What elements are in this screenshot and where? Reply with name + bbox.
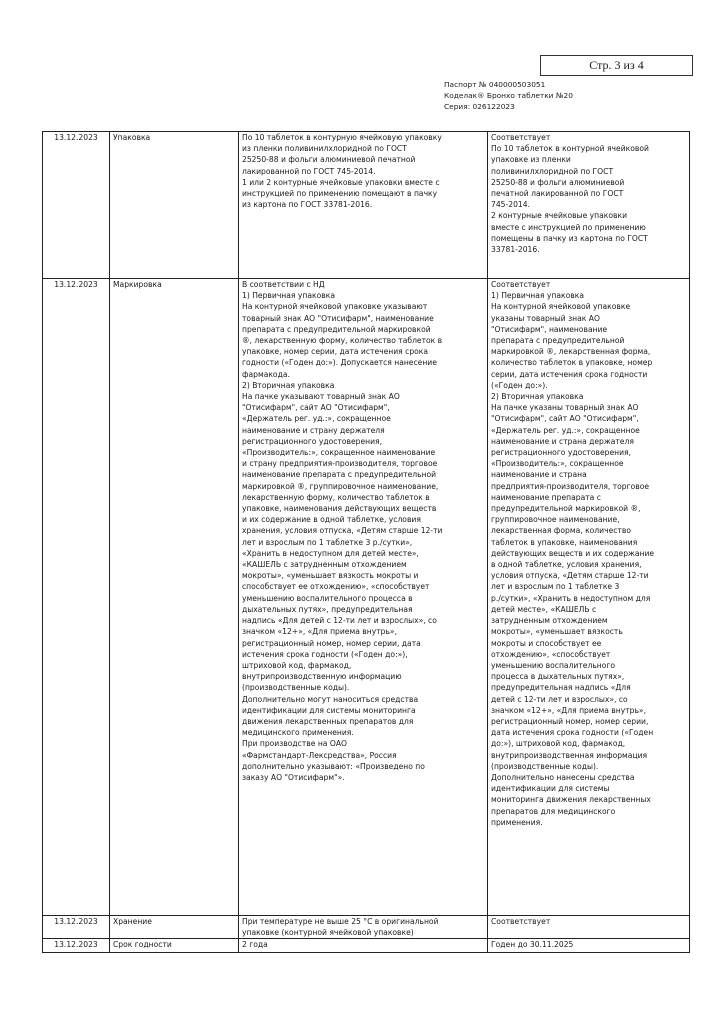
- result-line: поливинилхлоридной по ГОСТ: [491, 166, 614, 176]
- requirement-line: В соответствии с НД: [242, 280, 325, 289]
- result-line: 745-2014.: [491, 200, 530, 210]
- result-line: применения.: [491, 817, 543, 827]
- requirement-line: 2 года: [242, 940, 268, 950]
- requirement-line: «Фармстандарт-Лексредства», Россия: [242, 750, 397, 760]
- requirement-line: идентификации для системы мониторинга: [242, 705, 416, 715]
- requirement-line: лакированной по ГОСТ 745-2014.: [242, 166, 376, 176]
- requirement-line: хранения, условия отпуска, «Детям старше 12-ти: [242, 526, 443, 536]
- result-line: препарата с предупредительной: [491, 336, 625, 346]
- result-line: значком «12+», «Для приема внутрь»,: [491, 705, 646, 715]
- result-line: мониторинга движения лекарственных: [491, 795, 651, 805]
- result-line: р./сутки», «Хранить в недоступном для: [491, 593, 651, 603]
- requirement-line: внутрипроизводственную информацию: [242, 672, 402, 682]
- requirement-line: «Держатель рег. уд.:», сокращенное: [242, 414, 391, 424]
- result-line: наименование и страна: [491, 470, 587, 480]
- result-line: 1) Первичная упаковка: [491, 291, 584, 301]
- result-line: По 10 таблеток в контурной ячейковой: [491, 144, 649, 154]
- product-name: Коделак® Бронхо таблетки №20: [444, 91, 573, 100]
- requirement-line: препарата с предупредительной маркировкой: [242, 324, 431, 334]
- result-line: внутрипроизводственная информация: [491, 750, 648, 760]
- result-line: регистрационного удостоверения,: [491, 448, 632, 458]
- requirement-line: и страну предприятия-производителя, торговое: [242, 459, 438, 469]
- passport-number: Паспорт № 040000503051: [444, 80, 546, 89]
- cell-date: 13.12.2023: [43, 939, 110, 953]
- result-line: "Отисифарм", наименование: [491, 324, 608, 334]
- requirement-line: инструкцией по применению помещают в пачку: [242, 189, 438, 199]
- result-line: предприятия-производителя, торговое: [491, 481, 650, 491]
- result-line: детей с 12-ти лет и взрослых», со: [491, 694, 628, 704]
- result-line: 2) Вторичная упаковка: [491, 392, 584, 402]
- result-line: Соответствует: [491, 280, 551, 289]
- result-line: затрудненным отхождением: [491, 616, 608, 626]
- result-line: уменьшению воспалительного: [491, 660, 616, 670]
- result-line: отхождению», «способствует: [491, 649, 611, 659]
- result-line: лекарственная форма, количество: [491, 526, 631, 536]
- requirement-line: движения лекарственных препаратов для: [242, 716, 414, 726]
- result-line: (производственные коды).: [491, 761, 599, 771]
- requirement-line: «Производитель:», сокращенное наименование: [242, 448, 436, 458]
- requirement-line: "Отисифарм", сайт АО "Отисифарм",: [242, 403, 390, 413]
- table-row: [43, 916, 690, 939]
- requirement-line: На пачке указывают товарный знак АО: [242, 392, 400, 402]
- result-line: На контурной ячейковой упаковке: [491, 302, 631, 312]
- cell-date: 13.12.2023: [43, 279, 110, 916]
- result-line: серии, дата истечения срока годности: [491, 369, 648, 379]
- requirement-line: дополнительно указывают: «Произведено по: [242, 761, 425, 771]
- result-line: до:»), штриховой код, фармакод,: [491, 739, 626, 749]
- result-line: количество таблеток в упаковке, номер: [491, 358, 653, 368]
- result-line: 33781-2016.: [491, 245, 540, 255]
- requirement-line: штриховой код, фармакод,: [242, 660, 352, 670]
- cell-result: [488, 939, 690, 953]
- requirement-line: регистрационного удостоверения,: [242, 436, 383, 446]
- result-line: предупредительной маркировкой ®,: [491, 504, 641, 514]
- result-line: действующих веществ и их содержание: [491, 548, 655, 558]
- result-line: мокроты», «уменьшает вязкость: [491, 627, 623, 637]
- requirement-line: Дополнительно могут наноситься средства: [242, 694, 419, 704]
- requirement-line: из пленки поливинилхлоридной по ГОСТ: [242, 144, 407, 154]
- result-line: упаковке из пленки: [491, 155, 571, 165]
- requirement-line: мокроты», «уменьшает вязкость мокроты и: [242, 571, 419, 581]
- requirement-line: На контурной ячейковой упаковке указывают: [242, 302, 428, 312]
- table-row: [43, 279, 690, 916]
- result-line: Соответствует: [491, 917, 551, 926]
- requirement-line: наименование и страну держателя: [242, 425, 385, 435]
- result-line: детей месте», «КАШЕЛЬ с: [491, 604, 597, 614]
- requirement-line: из картона по ГОСТ 33781-2016.: [242, 200, 373, 210]
- result-line: условия отпуска, «Детям старше 12-ти: [491, 571, 649, 581]
- requirement-line: По 10 таблеток в контурную ячейковую упаковку: [242, 133, 442, 142]
- result-line: («Годен до:»).: [491, 380, 548, 390]
- requirement-line: и их содержание в одной таблетке, условия: [242, 515, 421, 525]
- requirement-line: «Хранить в недоступном для детей месте»,: [242, 548, 419, 558]
- cell-requirement: [239, 279, 488, 916]
- requirement-line: дыхательных путях», предупредительная: [242, 604, 413, 614]
- result-line: "Отисифарм", сайт АО "Отисифарм",: [491, 414, 639, 424]
- requirement-line: ®, лекарственную форму, количество таблеток в: [242, 336, 443, 346]
- result-line: «Производитель:», сокращенное: [491, 459, 624, 469]
- requirement-line: фармакода.: [242, 369, 290, 379]
- cell-result: [488, 132, 690, 279]
- results-table: [42, 131, 690, 953]
- result-line: наименование препарата с: [491, 492, 601, 502]
- result-line: Соответствует: [491, 133, 551, 142]
- result-line: наименование и страна держателя: [491, 436, 634, 446]
- requirement-line: упаковке, номер серии, дата истечения срока: [242, 347, 429, 357]
- requirement-line: маркировкой ®, группировочное наименование,: [242, 481, 439, 491]
- requirement-line: 1 или 2 контурные ячейковые упаковки вместе с: [242, 177, 440, 187]
- requirement-line: «КАШЕЛЬ с затрудненным отхождением: [242, 560, 407, 570]
- requirement-line: 2) Вторичная упаковка: [242, 380, 335, 390]
- document-header: [444, 79, 573, 112]
- requirement-line: значком «12+», «Для приема внутрь»,: [242, 627, 397, 637]
- requirement-line: уменьшению воспалительного процесса в: [242, 593, 413, 603]
- requirement-line: лекарственную форму, количество таблеток в: [242, 492, 430, 502]
- cell-parameter: Упаковка: [110, 132, 239, 279]
- result-line: таблеток в упаковке, наименования: [491, 537, 638, 547]
- result-line: На пачке указаны товарный знак АО: [491, 403, 639, 413]
- requirement-line: упаковке (контурной ячейковой упаковке): [242, 928, 414, 938]
- table-row: [43, 132, 690, 279]
- cell-parameter: Маркировка: [110, 279, 239, 916]
- requirement-line: годности («Годен до:»). Допускается нанесение: [242, 358, 437, 368]
- page-number: Стр. 3 из 4: [540, 55, 693, 76]
- result-line: маркировкой ®, лекарственная форма,: [491, 347, 651, 357]
- requirement-line: регистрационный номер, номер серии, дата: [242, 638, 421, 648]
- cell-date: 13.12.2023: [43, 132, 110, 279]
- result-line: дата истечения срока годности («Годен: [491, 728, 654, 738]
- result-line: предупредительная надпись «Для: [491, 683, 631, 693]
- requirement-line: При температуре не выше 25 °С в оригинальной: [242, 917, 439, 926]
- requirement-line: медицинского применения.: [242, 728, 354, 738]
- result-line: Годен до 30.11.2025: [491, 940, 574, 950]
- result-line: препаратов для медицинского: [491, 806, 616, 816]
- requirement-line: способствует ее отхождению», «способствует: [242, 582, 430, 592]
- result-line: лет и взрослым по 1 таблетке 3: [491, 582, 620, 592]
- cell-parameter: Хранение: [110, 916, 239, 939]
- result-line: указаны товарный знак АО: [491, 313, 600, 323]
- requirement-line: надпись «Для детей с 12-ти лет и взрослых», со: [242, 616, 437, 626]
- result-line: 2 контурные ячейковые упаковки: [491, 211, 628, 221]
- result-line: мокроты и способствует ее: [491, 638, 602, 648]
- result-line: помещены в пачку из картона по ГОСТ: [491, 233, 648, 243]
- series-number: Серия: 026122023: [444, 102, 515, 111]
- requirement-line: При производстве на ОАО: [242, 739, 347, 749]
- requirement-line: товарный знак АО "Отисифарм", наименование: [242, 313, 434, 323]
- cell-requirement: [239, 916, 488, 939]
- cell-requirement: [239, 939, 488, 953]
- cell-requirement: [239, 132, 488, 279]
- result-line: Дополнительно нанесены средства: [491, 772, 635, 782]
- requirement-line: (производственные коды).: [242, 683, 350, 693]
- cell-result: [488, 916, 690, 939]
- result-line: вместе с инструкцией по применению: [491, 222, 646, 232]
- requirement-line: заказу АО "Отисифарм"».: [242, 772, 345, 782]
- requirement-line: 1) Первичная упаковка: [242, 291, 335, 301]
- result-line: в одной таблетке, условия хранения,: [491, 560, 642, 570]
- requirement-line: наименование препарата с предупредительной: [242, 470, 437, 480]
- result-line: печатной лакированной по ГОСТ: [491, 189, 624, 199]
- requirement-line: 25250-88 и фольги алюминиевой печатной: [242, 155, 416, 165]
- requirement-line: упаковке, наименования действующих веществ: [242, 504, 437, 514]
- requirement-line: лет и взрослым по 1 таблетке 3 р./сутки»,: [242, 537, 413, 547]
- cell-parameter: Срок годности: [110, 939, 239, 953]
- result-line: группировочное наименование,: [491, 515, 620, 525]
- table-row: [43, 939, 690, 953]
- result-line: процесса в дыхательных путях»,: [491, 672, 625, 682]
- cell-result: [488, 279, 690, 916]
- requirement-line: истечения срока годности («Годен до:»),: [242, 649, 408, 659]
- result-line: регистрационный номер, номер серии,: [491, 716, 649, 726]
- result-line: «Держатель рег. уд.:», сокращенное: [491, 425, 640, 435]
- result-line: идентификации для системы: [491, 784, 610, 794]
- cell-date: 13.12.2023: [43, 916, 110, 939]
- result-line: 25250-88 и фольги алюминиевой: [491, 177, 625, 187]
